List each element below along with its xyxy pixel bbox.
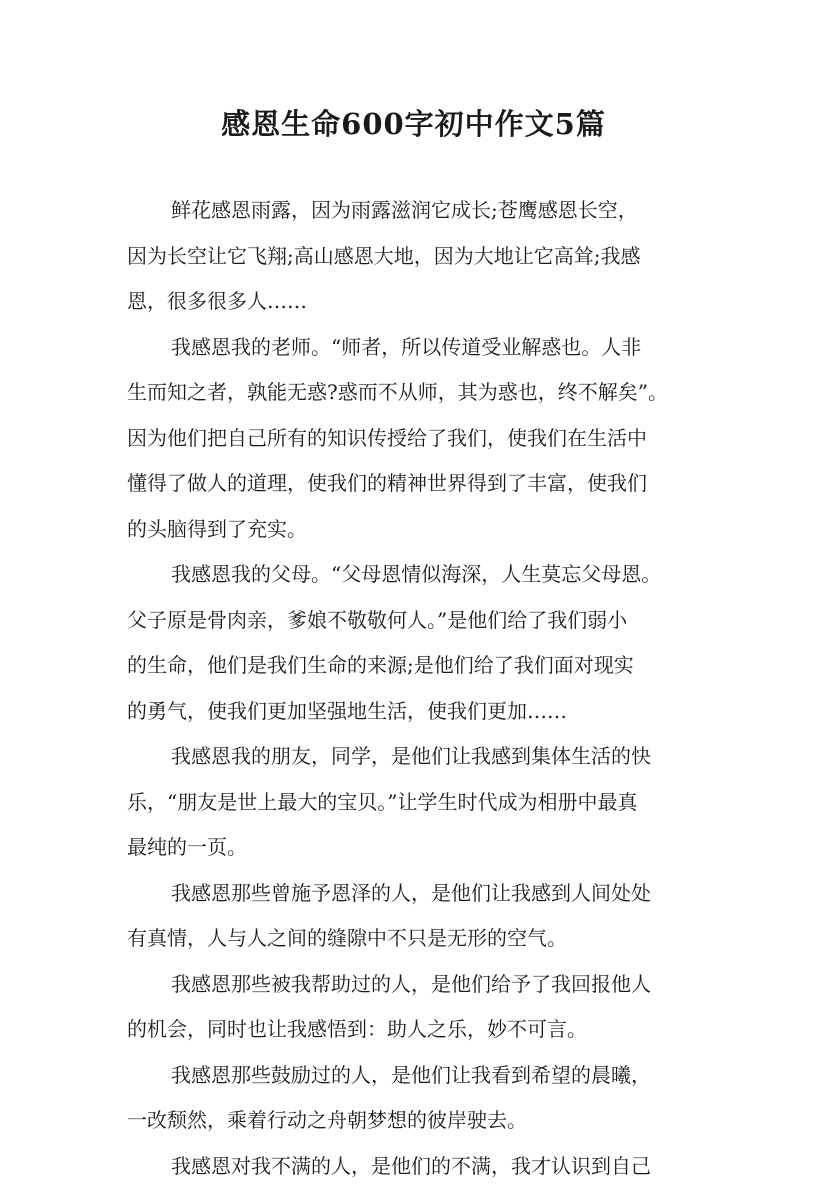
text-line: 因为长空让它飞翔;高山感恩大地，因为大地让它高耸;我感	[127, 234, 737, 280]
text-line: 我感恩我的父母。“父母恩情似海深，人生莫忘父母恩。	[127, 552, 737, 598]
text-line: 我感恩那些鼓励过的人，是他们让我看到希望的晨曦，	[127, 1053, 737, 1099]
text-line: 乐，“朋友是世上最大的宝贝。”让学生时代成为相册中最真	[127, 780, 737, 826]
text-line: 的勇气，使我们更加坚强地生活，使我们更加……	[127, 689, 737, 735]
text-line: 最纯的一页。	[127, 825, 737, 871]
text-line: 的机会，同时也让我感悟到：助人之乐，妙不可言。	[127, 1007, 737, 1053]
document-title: 感恩生命600字初中作文5篇	[0, 104, 827, 144]
document-body	[127, 188, 737, 1189]
text-line: 鲜花感恩雨露，因为雨露滋润它成长;苍鹰感恩长空，	[127, 188, 737, 234]
text-line: 父子原是骨肉亲，爹娘不敬敬何人。”是他们给了我们弱小	[127, 598, 737, 644]
text-line: 因为他们把自己所有的知识传授给了我们，使我们在生活中	[127, 416, 737, 462]
text-line: 我感恩那些曾施予恩泽的人，是他们让我感到人间处处	[127, 871, 737, 917]
text-line: 的生命，他们是我们生命的来源;是他们给了我们面对现实	[127, 643, 737, 689]
text-line: 有真情，人与人之间的缝隙中不只是无形的空气。	[127, 916, 737, 962]
text-line: 的头脑得到了充实。	[127, 507, 737, 553]
text-line: 懂得了做人的道理，使我们的精神世界得到了丰富，使我们	[127, 461, 737, 507]
text-line: 我感恩我的朋友，同学，是他们让我感到集体生活的快	[127, 734, 737, 780]
text-line: 一改颓然，乘着行动之舟朝梦想的彼岸驶去。	[127, 1098, 737, 1144]
text-line: 我感恩对我不满的人，是他们的不满，我才认识到自己	[127, 1144, 737, 1189]
text-line: 生而知之者，孰能无惑?惑而不从师，其为惑也，终不解矣”。	[127, 370, 737, 416]
text-line: 我感恩那些被我帮助过的人，是他们给予了我回报他人	[127, 962, 737, 1008]
text-line: 恩，很多很多人……	[127, 279, 737, 325]
text-line: 我感恩我的老师。“师者，所以传道受业解惑也。人非	[127, 325, 737, 371]
